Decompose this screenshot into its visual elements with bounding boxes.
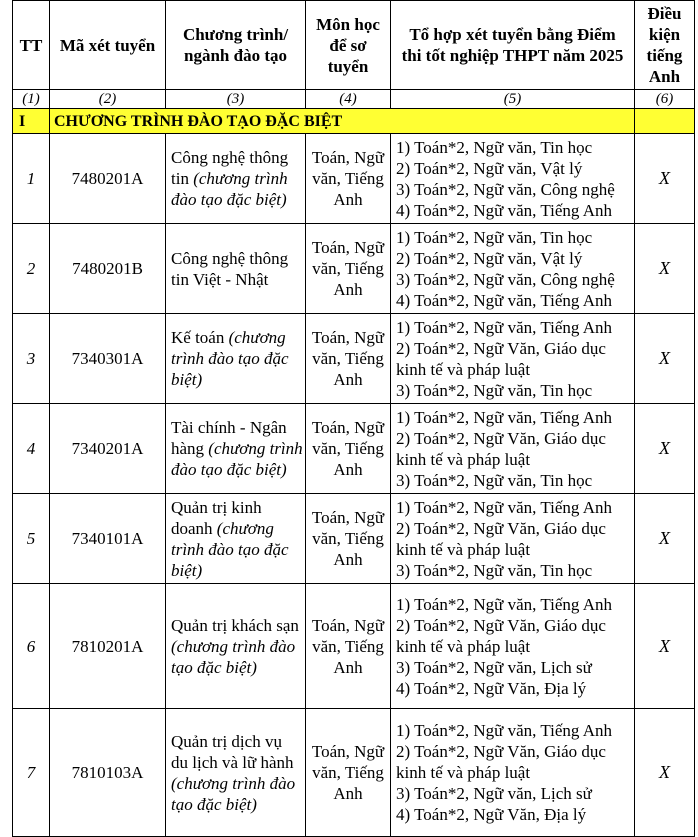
column-number: (6) xyxy=(635,90,695,109)
screening-subjects: Toán, Ngữ văn, Tiếng Anh xyxy=(306,709,391,837)
program-note: (chương trình đào tạo đặc biệt) xyxy=(171,773,296,814)
combination-line: 3) Toán*2, Ngữ văn, Tin học xyxy=(396,560,593,580)
program-cell xyxy=(166,314,306,404)
row-index: 1 xyxy=(13,134,50,224)
header-row xyxy=(13,1,695,90)
row-index: 4 xyxy=(13,404,50,494)
program-name: Công nghệ thông tin xyxy=(171,148,289,188)
header-combos: Tổ hợp xét tuyển bằng Điểm thi tốt nghiệp THPT năm 2025 xyxy=(391,1,635,90)
table-row xyxy=(13,709,695,837)
combination-line: 3) Toán*2, Ngữ văn, Công nghệ xyxy=(396,179,615,199)
combination-line: 3) Toán*2, Ngữ văn, Lịch sử xyxy=(396,784,592,803)
combination-line: kinh tế và pháp luật xyxy=(396,539,531,559)
screening-subjects: Toán, Ngữ văn, Tiếng Anh xyxy=(306,584,391,709)
admission-code: 7810103A xyxy=(50,709,166,837)
combination-list xyxy=(391,134,635,224)
admission-code: 7480201A xyxy=(50,134,166,224)
section-row xyxy=(13,109,695,134)
program-note: (chương trình đào tạo đặc biệt) xyxy=(171,328,289,389)
column-number: (3) xyxy=(166,90,306,109)
combination-line: 2) Toán*2, Ngữ Văn, Giáo dục xyxy=(396,518,606,538)
combination-line: kinh tế và pháp luật xyxy=(396,449,531,469)
english-condition: X xyxy=(635,709,695,837)
row-index: 7 xyxy=(13,709,50,837)
program-name: Kế toán xyxy=(171,328,225,347)
combination-line: 2) Toán*2, Ngữ Văn, Giáo dục xyxy=(396,338,606,358)
program-note: (chương trình đào tạo đặc biệt) xyxy=(171,518,289,580)
combination-line: 4) Toán*2, Ngữ Văn, Địa lý xyxy=(396,678,587,698)
program-name: Công nghệ thông tin Việt - Nhật xyxy=(171,248,289,289)
row-index: 5 xyxy=(13,494,50,584)
header-condition: Điều kiện tiếng Anh xyxy=(635,1,695,90)
program-cell xyxy=(166,494,306,584)
combination-line: 3) Toán*2, Ngữ văn, Tin học xyxy=(396,470,593,490)
column-number-row xyxy=(13,90,695,109)
combination-line: 1) Toán*2, Ngữ văn, Tiếng Anh xyxy=(396,594,612,614)
combination-line: kinh tế và pháp luật xyxy=(396,359,531,379)
combination-line: 3) Toán*2, Ngữ văn, Công nghệ xyxy=(396,269,615,289)
combination-line: 1) Toán*2, Ngữ văn, Tiếng Anh xyxy=(396,407,612,427)
screening-subjects: Toán, Ngữ văn, Tiếng Anh xyxy=(306,404,391,494)
header-subjects: Môn học để sơ tuyển xyxy=(306,1,391,90)
combination-list xyxy=(391,709,635,837)
column-number: (1) xyxy=(13,90,50,109)
combination-line: kinh tế và pháp luật xyxy=(396,763,531,782)
screening-subjects: Toán, Ngữ văn, Tiếng Anh xyxy=(306,134,391,224)
table-row xyxy=(13,134,695,224)
combination-line: 3) Toán*2, Ngữ văn, Tin học xyxy=(396,380,593,400)
program-note: (chương trình đào tạo đặc biệt) xyxy=(171,169,288,209)
combination-line: 1) Toán*2, Ngữ văn, Tin học xyxy=(396,227,593,247)
program-name: Quản trị kinh doanh xyxy=(171,497,262,538)
admission-code: 7340201A xyxy=(50,404,166,494)
combination-line: 4) Toán*2, Ngữ văn, Tiếng Anh xyxy=(396,290,612,310)
combination-line: 2) Toán*2, Ngữ văn, Vật lý xyxy=(396,248,583,268)
combination-list xyxy=(391,314,635,404)
admission-code: 7480201B xyxy=(50,224,166,314)
header-program: Chương trình/ ngành đào tạo xyxy=(166,1,306,90)
program-cell xyxy=(166,404,306,494)
english-condition: X xyxy=(635,224,695,314)
row-index: 2 xyxy=(13,224,50,314)
program-note: (chương trình đào tạo đặc biệt) xyxy=(171,439,303,479)
section-title: CHƯƠNG TRÌNH ĐÀO TẠO ĐẶC BIỆT xyxy=(50,109,635,134)
table-row xyxy=(13,494,695,584)
row-index: 3 xyxy=(13,314,50,404)
screening-subjects: Toán, Ngữ văn, Tiếng Anh xyxy=(306,224,391,314)
program-note: (chương trình đào tạo đặc biệt) xyxy=(171,636,296,677)
combination-line: 3) Toán*2, Ngữ văn, Lịch sử xyxy=(396,657,592,677)
english-condition: X xyxy=(635,584,695,709)
program-cell xyxy=(166,584,306,709)
header-tt: TT xyxy=(13,1,50,90)
header-code: Mã xét tuyển xyxy=(50,1,166,90)
admission-code: 7810201A xyxy=(50,584,166,709)
table-row xyxy=(13,404,695,494)
admission-table xyxy=(12,0,695,837)
section-empty-cell xyxy=(635,109,695,134)
combination-list xyxy=(391,224,635,314)
combination-list xyxy=(391,494,635,584)
combination-line: kinh tế và pháp luật xyxy=(396,636,531,656)
combination-line: 4) Toán*2, Ngữ văn, Tiếng Anh xyxy=(396,200,612,220)
table-row xyxy=(13,224,695,314)
program-cell xyxy=(166,134,306,224)
program-name: Quản trị dịch vụ du lịch và lữ hành xyxy=(171,731,294,772)
column-number: (5) xyxy=(391,90,635,109)
combination-line: 1) Toán*2, Ngữ văn, Tiếng Anh xyxy=(396,317,612,337)
section-number: I xyxy=(13,109,50,134)
combination-line: 4) Toán*2, Ngữ Văn, Địa lý xyxy=(396,805,587,824)
screening-subjects: Toán, Ngữ văn, Tiếng Anh xyxy=(306,494,391,584)
row-index: 6 xyxy=(13,584,50,709)
combination-list xyxy=(391,404,635,494)
table-row xyxy=(13,584,695,709)
english-condition: X xyxy=(635,404,695,494)
combination-line: 1) Toán*2, Ngữ văn, Tin học xyxy=(396,137,593,157)
combination-line: 2) Toán*2, Ngữ văn, Vật lý xyxy=(396,158,583,178)
screening-subjects: Toán, Ngữ văn, Tiếng Anh xyxy=(306,314,391,404)
table-row xyxy=(13,314,695,404)
combination-line: 1) Toán*2, Ngữ văn, Tiếng Anh xyxy=(396,497,612,517)
combination-line: 2) Toán*2, Ngữ Văn, Giáo dục xyxy=(396,742,606,761)
program-cell xyxy=(166,224,306,314)
combination-line: 1) Toán*2, Ngữ văn, Tiếng Anh xyxy=(396,721,612,740)
combination-list xyxy=(391,584,635,709)
program-cell xyxy=(166,709,306,837)
english-condition: X xyxy=(635,134,695,224)
english-condition: X xyxy=(635,314,695,404)
combination-line: 2) Toán*2, Ngữ Văn, Giáo dục xyxy=(396,615,606,635)
admission-code: 7340101A xyxy=(50,494,166,584)
combination-line: 2) Toán*2, Ngữ Văn, Giáo dục xyxy=(396,428,606,448)
program-name: Tài chính - Ngân hàng xyxy=(171,418,287,458)
admission-code: 7340301A xyxy=(50,314,166,404)
program-name: Quản trị khách sạn xyxy=(171,615,299,635)
english-condition: X xyxy=(635,494,695,584)
column-number: (2) xyxy=(50,90,166,109)
column-number: (4) xyxy=(306,90,391,109)
